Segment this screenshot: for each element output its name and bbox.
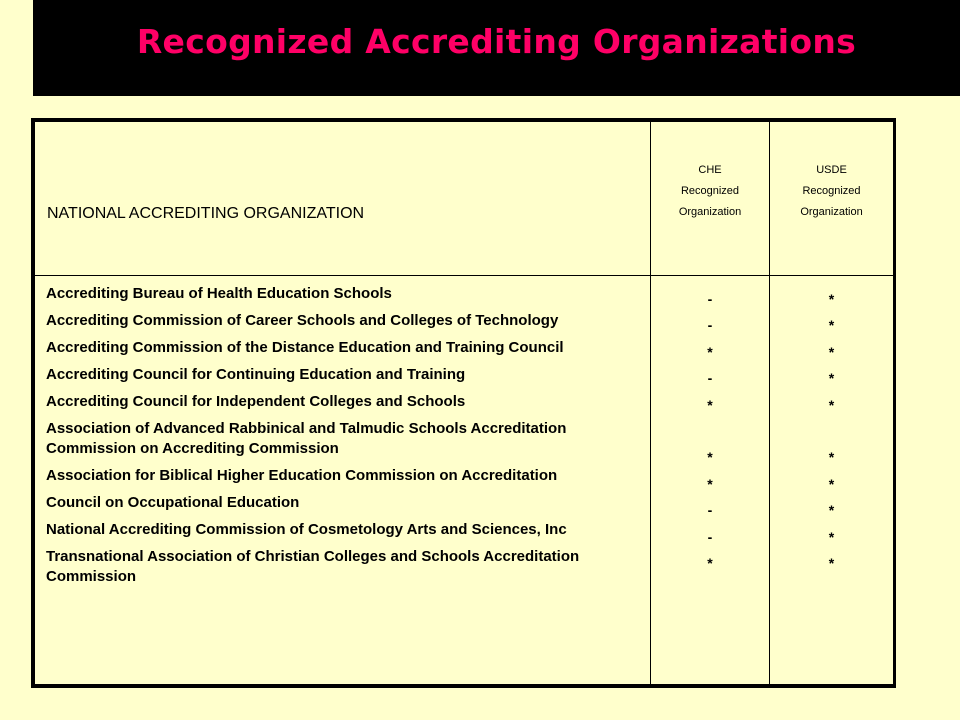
- org-item: National Accrediting Commission of Cosmetology Arts and Sciences, Inc: [46, 521, 567, 538]
- header-national-org: NATIONAL ACCREDITING ORGANIZATION: [35, 122, 651, 276]
- table-header-row: [35, 122, 894, 276]
- header-che-line: CHE: [698, 164, 722, 176]
- page-title: Recognized Accrediting Organizations: [136, 22, 857, 61]
- org-item: Association of Advanced Rabbinical and Talmudic Schools Accreditation Commission on Accrediting Commission: [46, 420, 567, 457]
- usde-mark: *: [828, 343, 835, 360]
- che-mark: -: [707, 317, 713, 334]
- usde-mark: *: [828, 317, 835, 334]
- title-bar: [33, 0, 960, 96]
- che-mark: -: [707, 502, 713, 519]
- header-usde-line: Recognized: [802, 185, 861, 197]
- org-item: Accrediting Commission of Career Schools and Colleges of Technology: [46, 312, 559, 329]
- usde-mark: *: [828, 449, 835, 466]
- usde-mark: *: [828, 502, 835, 519]
- org-item: Accrediting Commission of the Distance Education and Training Council: [46, 339, 564, 356]
- che-mark: -: [707, 370, 713, 387]
- org-item: Accrediting Bureau of Health Education Schools: [46, 285, 392, 302]
- usde-mark: *: [828, 528, 835, 545]
- org-item: Transnational Association of Christian Colleges and Schools Accreditation Commission: [46, 548, 580, 585]
- org-list-cell: [35, 276, 651, 685]
- che-marks-cell: [651, 276, 770, 685]
- header-usde: [770, 122, 894, 276]
- usde-mark: *: [828, 370, 835, 387]
- header-usde-line: USDE: [816, 164, 847, 176]
- header-usde-line: Organization: [800, 206, 863, 218]
- org-item: Accrediting Council for Continuing Education and Training: [46, 366, 466, 383]
- org-item: Accrediting Council for Independent Colleges and Schools: [46, 393, 466, 410]
- usde-mark: *: [828, 291, 835, 307]
- che-mark: *: [707, 475, 713, 492]
- header-che-line: Organization: [678, 206, 742, 218]
- che-mark: *: [707, 554, 713, 571]
- accreditation-table: [31, 118, 896, 688]
- usde-mark: *: [828, 396, 835, 413]
- org-item: Council on Occupational Education: [46, 494, 300, 511]
- che-mark: *: [707, 449, 713, 466]
- che-mark: -: [707, 528, 713, 545]
- header-che-line: Recognized: [680, 185, 740, 197]
- che-mark: -: [707, 291, 713, 307]
- usde-marks-cell: [770, 276, 894, 685]
- che-mark: *: [707, 396, 713, 413]
- che-mark: *: [707, 343, 713, 360]
- usde-mark: *: [828, 554, 835, 571]
- org-item: Association for Biblical Higher Education Commission on Accreditation: [46, 467, 558, 484]
- header-che: [651, 122, 770, 276]
- usde-mark: *: [828, 475, 835, 492]
- table-body-row: [35, 276, 894, 685]
